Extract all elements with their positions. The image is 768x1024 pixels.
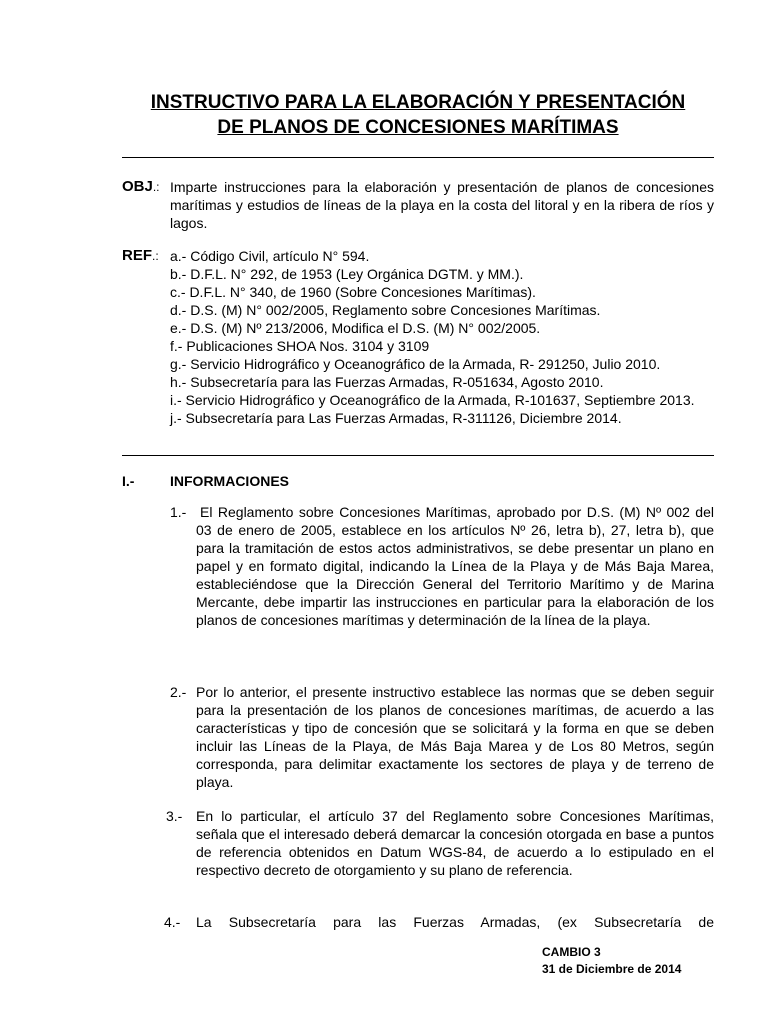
paragraph-number: 4.- xyxy=(164,914,181,930)
paragraph-2: Por lo anterior, el presente instructivo establece las normas que se deben seguir para la presentación de los planos de concesiones marítimas, de acuerdo a las características y tipo de concesión que se solicitará y la forma en que se deben incluir las Líneas de la Playa, de Más Baja Marea y de Los 80 Metros, según corresponda, para delimitar exactamente los sectores de playa y de terreno de playa. xyxy=(196,684,714,790)
reference-item: b.- D.F.L. N° 292, de 1953 (Ley Orgánica DGTM. y MM.). xyxy=(170,266,524,282)
section-number: I.- xyxy=(122,473,135,489)
reference-item: g.- Servicio Hidrográfico y Oceanográfico de la Armada, R- 291250, Julio 2010. xyxy=(170,356,661,372)
reference-item: e.- D.S. (M) Nº 213/2006, Modifica el D.S. (M) N° 002/2005. xyxy=(170,320,541,336)
reference-item: h.- Subsecretaría para las Fuerzas Armadas, R-051634, Agosto 2010. xyxy=(170,374,604,390)
footer-date: 31 de Diciembre de 2014 xyxy=(542,962,682,976)
top-divider xyxy=(122,157,714,158)
paragraph-4: La Subsecretaría para las Fuerzas Armadas, (ex Subsecretaría de xyxy=(196,914,714,930)
ref-label-text: REF xyxy=(122,247,152,264)
obj-label-text: OBJ xyxy=(122,178,153,195)
document-title xyxy=(122,90,714,140)
ref-label xyxy=(122,247,159,265)
section-title: INFORMACIONES xyxy=(170,473,289,489)
paragraph-1: El Reglamento sobre Concesiones Marítimas, aprobado por D.S. (M) Nº 002 del 03 de enero de 2005, establece en los artículos Nº 26, letra b), 27, letra b), que para la tramitación de estos actos administrativos, se debe presentar un plano en papel y en formato digital, indicando la Línea de la Playa y de Más Baja Marea, estableciéndose que la Dirección General del Territorio Marítimo y de Marina Mercante, debe impartir las instrucciones en particular para la elaboración de los planos de concesiones marítimas y determinación de la línea de la playa. xyxy=(196,504,714,628)
obj-label-colon: .: xyxy=(152,180,160,194)
paragraph-number: 2.- xyxy=(170,684,187,700)
reference-item: i.- Servicio Hidrográfico y Oceanográfico de la Armada, R-101637, Septiembre 2013. xyxy=(170,392,695,408)
obj-text: Imparte instrucciones para la elaboración y presentación de planos de concesiones marítimas y estudios de líneas de la playa en la costa del litoral y en la ribera de ríos y lagos. xyxy=(170,179,714,231)
page-footer xyxy=(542,944,681,978)
title-line-1: INSTRUCTIVO PARA LA ELABORACIÓN Y PRESENTACIÓN xyxy=(150,92,686,113)
obj-label xyxy=(122,178,160,196)
reference-item: f.- Publicaciones SHOA Nos. 3104 y 3109 xyxy=(170,338,430,354)
paragraph-number: 1.- xyxy=(170,504,187,520)
reference-item: a.- Código Civil, artículo N° 594. xyxy=(170,248,370,264)
reference-item: c.- D.F.L. N° 340, de 1960 (Sobre Concesiones Marítimas). xyxy=(170,284,536,300)
footer-change-label: CAMBIO 3 xyxy=(542,945,601,959)
paragraph-3: En lo particular, el artículo 37 del Reglamento sobre Concesiones Marítimas, señala que el interesado deberá demarcar la concesión otorgada en base a puntos de referencia obtenidos en Datum WGS-84, de acuerdo a lo estipulado en el respectivo decreto de otorgamiento y su plano de referencia. xyxy=(196,808,714,878)
paragraph-number: 3.- xyxy=(166,808,183,824)
reference-list xyxy=(170,247,714,427)
section-divider xyxy=(122,455,714,456)
reference-item: d.- D.S. (M) N° 002/2005, Reglamento sobre Concesiones Marítimas. xyxy=(170,302,601,318)
ref-label-colon: .: xyxy=(152,249,159,263)
title-line-2: DE PLANOS DE CONCESIONES MARÍTIMAS xyxy=(217,117,619,138)
reference-item: j.- Subsecretaría para Las Fuerzas Armadas, R-311126, Diciembre 2014. xyxy=(170,410,622,426)
